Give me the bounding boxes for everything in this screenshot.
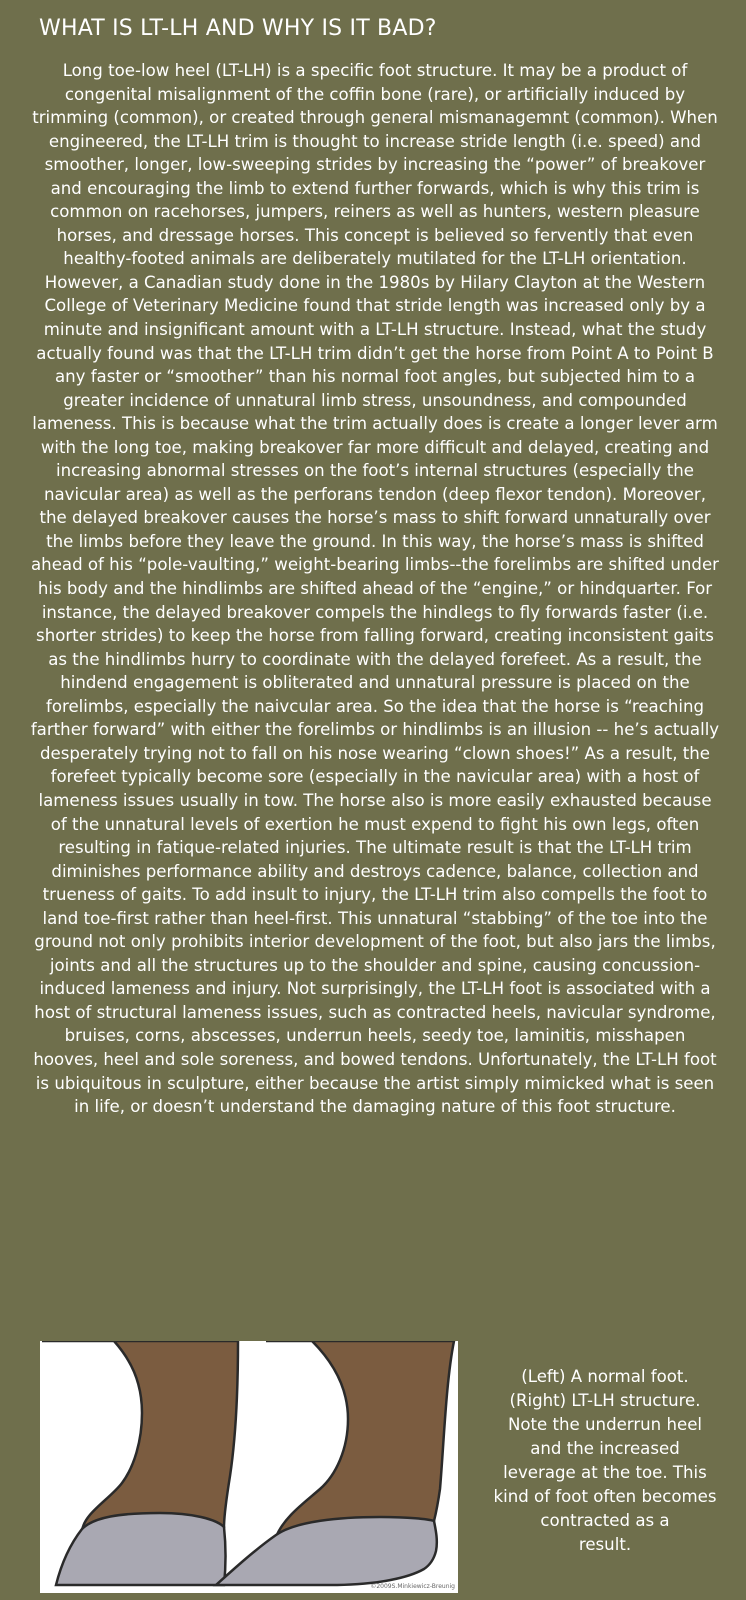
page-title: WHAT IS LT-LH AND WHY IS IT BAD? (39, 16, 437, 41)
caption-line: (Right) LT-LH structure. (509, 1391, 701, 1410)
caption-line: and the increased (530, 1439, 680, 1458)
caption-line: kind of foot often becomes (493, 1487, 717, 1506)
normal-foot-hoof (56, 1513, 226, 1585)
article-body: Long toe-low heel (LT-LH) is a specific foot structure. It may be a product of congenital misalignment of the coffin bone (rare), or artificially induced by trimming (common), or created through general mismanagemnt (common). When engineered, the LT-LH trim is thought to increase stride length (i.e. speed) and smoother, longer, low-sweeping strides by increasing the “power” of breakover and encouraging the limb to extend further forwards, which is why this trim is common on racehorses, jumpers, reiners as well as hunters, western pleasure horses, and dressage horses. This concept is believed so fervently that even healthy-footed animals are deliberately mutilated for the LT-LH orientation. However, a Canadian study done in the 1980s by Hilary Clayton at the Western College of Veterinary Medicine found that stride length was increased only by a minute and insignificant amount with a LT-LH structure. Instead, what the study actually found was that the LT-LH trim didn’t get the horse from Point A to Point B any faster or “smoother” than his normal foot angles, but subjected him to a greater incidence of unnatural limb stress, unsoundness, and compounded lameness. This is because what the trim actually does is create a longer lever arm with the long toe, making breakover far more difficult and delayed, creating and increasing abnormal stresses on the foot’s internal structures (especially the navicular area) as well as the perforans tendon (deep flexor tendon). Moreover, the delayed breakover causes the horse’s mass to shift forward unnaturally over the limbs before they leave the ground. In this way, the horse’s mass is shifted ahead of his “pole-vaulting,” weight-bearing limbs--the forelimbs are shifted under his body and the hindlimbs are shifted ahead of the “engine,” or hindquarter. For instance, the delayed breakover compels the hindlegs to fly forwards faster (i.e. shorter strides) to keep the horse from falling forward, creating inconsistent gaits as the hindlimbs hurry to coordinate with the delayed forefeet. As a result, the hindend engagement is obliterated and unnatural pressure is placed on the forelimbs, especially the naivcular area. So the idea that the horse is “reaching farther forward” with either the forelimbs or hindlimbs is an illusion -- he’s actually desperately trying not to fall on his nose wearing “clown shoes!” As a result, the forefeet typically become sore (especially in the navicular area) with a host of lameness issues usually in tow. The horse also is more easily exhausted because of the unnatural levels of exertion he must expend to fight his own legs, often resulting in fatique-related injuries. The ultimate result is that the LT-LH trim diminishes performance ability and destroys cadence, balance, collection and trueness of gaits. To add insult to injury, the LT-LH trim also compells the foot to land toe-first rather than heel-first. This unnatural “stabbing” of the toe into the ground not only prohibits interior development of the foot, but also jars the limbs, joints and all the structures up to the shoulder and spine, causing concussion-induced lameness and injury. Not surprisingly, the LT-LH foot is associated with a host of structural lameness issues, such as contracted heels, navicular syndrome, bruises, corns, abscesses, underrun heels, seedy toe, laminitis, misshapen hooves, heel and sole soreness, and bowed tendons. Unfortunately, the LT-LH foot is ubiquitous in sculpture, either because the artist simply mimicked what is seen in life, or doesn’t understand the damaging nature of this foot structure. (30, 61, 720, 1117)
normal-foot-leg (42, 1341, 238, 1531)
ltlh-foot-leg (266, 1341, 454, 1537)
hoof-comparison-figure (40, 1341, 458, 1593)
caption-line: result. (578, 1535, 632, 1554)
caption-line: contracted as a (540, 1511, 670, 1530)
caption-line: (Left) A normal foot. (521, 1367, 689, 1386)
caption-line: leverage at the toe. This (503, 1463, 707, 1482)
illustration-credit: ©2009S.Minkiewicz-Breunig (370, 1583, 455, 1590)
ltlh-foot-hoof (216, 1517, 437, 1585)
figure-caption (476, 1365, 734, 1557)
caption-line: Note the underrun heel (507, 1415, 703, 1434)
hoof-illustration (40, 1341, 458, 1593)
